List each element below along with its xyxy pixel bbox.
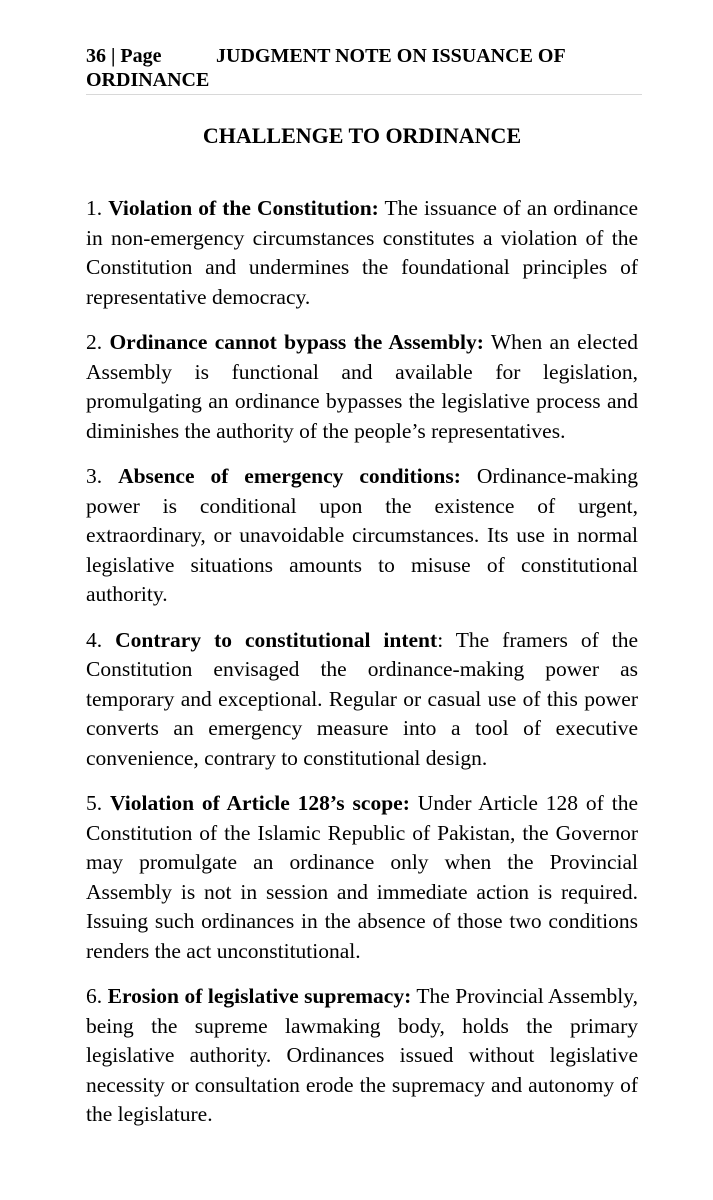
list-item — [86, 462, 638, 610]
item-number: 2. — [86, 330, 103, 354]
challenge-list — [86, 194, 638, 1146]
item-term: Absence of emergency conditions: — [118, 464, 461, 488]
item-text: : The framers of the Constitution envisaged the ordinance-making power as temporary and exceptional. Regular or casual use of this power converts an emergency measure into a tool of executive convenience, contrary to constitutional design. — [86, 627, 639, 770]
item-term: Violation of the Constitution: — [108, 196, 379, 220]
item-term: Ordinance cannot bypass the Assembly: — [109, 330, 484, 354]
item-text: When an elected Assembly is functional and available for legislation, promulgating an ordinance bypasses the legislative process and diminishes the authority of the people’s representatives. — [86, 330, 638, 443]
section-title: CHALLENGE TO ORDINANCE — [202, 123, 522, 148]
item-text: Under Article 128 of the Constitution of the Islamic Republic of Pakistan, the Governor may promulgate an ordinance only when the Provincial Assembly is not in session and immediate action is required. Issuing such ordinances in the absence of those two conditions renders the act unconstitutional. — [86, 791, 638, 963]
item-number: 4. — [86, 627, 103, 652]
item-term: Contrary to constitutional intent — [115, 627, 438, 652]
list-item — [86, 789, 638, 966]
item-text: The issuance of an ordinance in non-emergency circumstances constitutes a violation of the Constitution and undermines the foundational principles of representative democracy. — [86, 196, 639, 309]
page-number: 36 | Page — [86, 45, 162, 67]
item-text: Ordinance-making power is conditional upon the existence of urgent, extraordinary, or unavoidable circumstances. Its use in normal legislative situations amounts to misuse of constitutional authority. — [86, 464, 639, 606]
list-item — [86, 328, 638, 446]
list-item — [86, 626, 638, 774]
item-number: 1. — [86, 196, 103, 220]
item-number: 6. — [86, 984, 103, 1008]
header-divider — [86, 94, 642, 95]
item-number: 5. — [86, 791, 103, 815]
header-title: JUDGMENT NOTE ON ISSUANCE OF ORDINANCE — [86, 45, 565, 91]
item-number: 3. — [86, 464, 103, 488]
item-term: Erosion of legislative supremacy: — [107, 984, 412, 1008]
list-item — [86, 982, 638, 1130]
item-text: The Provincial Assembly, being the supreme lawmaking body, holds the primary legislative authority. Ordinances issued without legislative necessity or consultation erode the supremacy and autonomy of the legislature. — [86, 984, 638, 1126]
page-header — [86, 44, 642, 92]
list-item — [86, 194, 638, 312]
item-term: Violation of Article 128’s scope: — [110, 791, 410, 815]
